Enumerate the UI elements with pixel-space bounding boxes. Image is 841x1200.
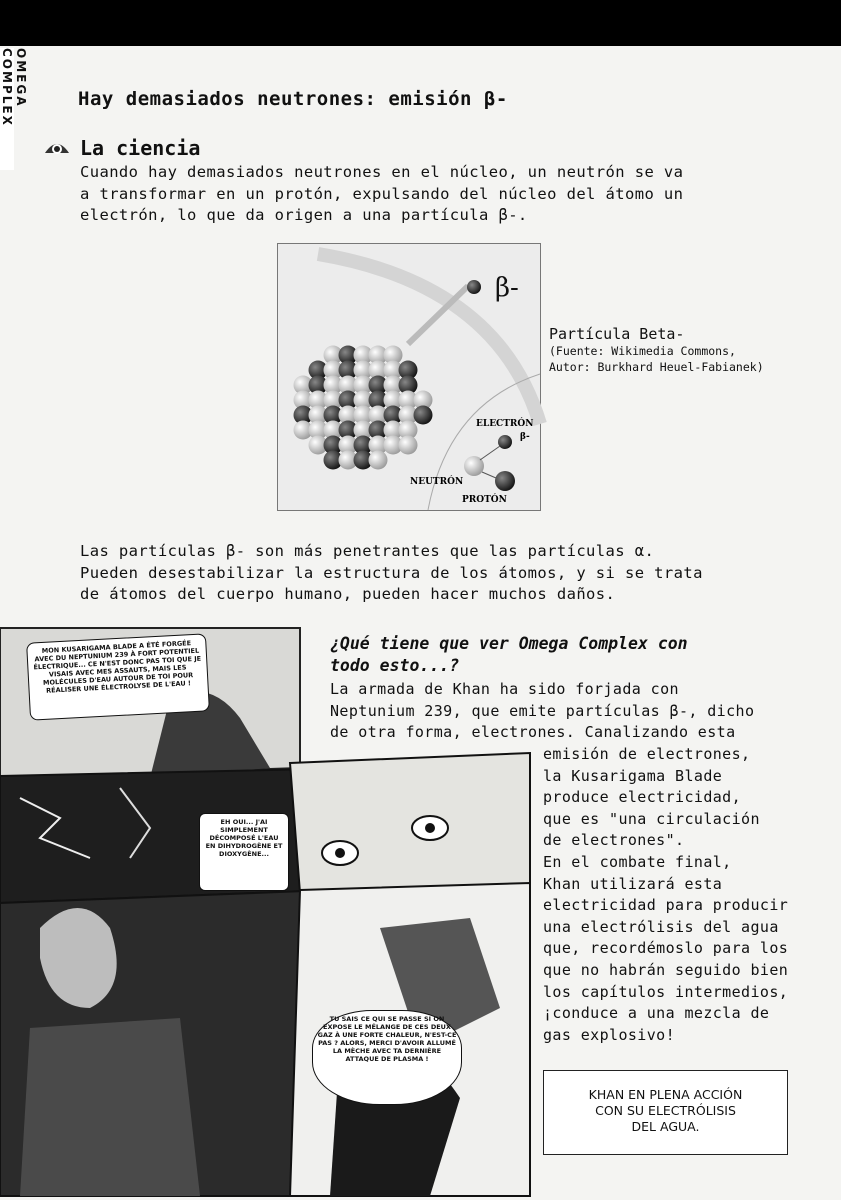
caption-line-2: CON SU ELECTRÓLISIS xyxy=(595,1103,736,1118)
top-black-bar xyxy=(0,0,841,46)
nucleon xyxy=(414,406,433,425)
page-title: Hay demasiados neutrones: emisión β- xyxy=(78,88,508,110)
paragraph-2: Las partículas β- son más penetrantes que las partículas α. Pueden desestabilizar la estructura de los átomos, y si se trata de átomos del cuerpo humano, pueden hacer muchos daños. xyxy=(80,542,703,603)
comic-caption-box xyxy=(543,1070,788,1155)
caption-line-3: DEL AGUA. xyxy=(631,1119,700,1134)
electron-label: ELECTRÓN xyxy=(476,419,534,429)
nucleus xyxy=(294,346,433,470)
nucleon xyxy=(369,451,388,470)
caption-line-1: KHAN EN PLENA ACCIÓN xyxy=(588,1087,743,1102)
paragraph-4: emisión de electrones, la Kusarigama Blade produce electricidad, que es "una circulación de electrones". En el combate final, Khan utilizará esta electricidad para producir una electrólisis del agua que, recordémoslo para los que no habrán seguido bien los capítulos intermedios, ¡conduce a una mezcla de gas explosivo! xyxy=(543,745,789,1044)
proton-label: PROTÓN xyxy=(462,495,507,505)
proton-dot xyxy=(495,471,515,491)
speech-bubble-1: MON KUSARIGAMA BLADE A ÉTÉ FORGÉE AVEC DU NEPTUNIUM 239 À FORT POTENTIEL ÉLECTRIQUE... CE N'EST DONC PAS TOI QUE JE VISAIS AVEC MES ASSAUTS, MAIS LES MOLÉCULES D'EAU AUTOUR DE TOI POUR RÉALISER UNE ÉLECTROLYSE DE L'EAU ! xyxy=(26,633,210,720)
eye-icon xyxy=(44,139,70,157)
speech-bubble-3: TU SAIS CE QUI SE PASSE SI ON EXPOSE LE MÉLANGE DE CES DEUX GAZ À UNE FORTE CHALEUR, N'EST-CE PAS ? ALORS, MERCI D'AVOIR ALLUMÉ LA MÈCHE AVEC TA DERNIÈRE ATTAQUE DE PLASMA ! xyxy=(312,1010,462,1105)
figure-caption-source: (Fuente: Wikimedia Commons, Autor: Burkhard Heuel-Fabianek) xyxy=(549,344,764,374)
beta-particle-dot xyxy=(467,280,481,294)
side-logo-text: OMEGA COMPLEX xyxy=(0,48,28,127)
question-heading xyxy=(330,633,800,677)
figure-caption-title: Partícula Beta- xyxy=(549,325,685,343)
paragraph-3: La armada de Khan ha sido forjada con Neptunium 239, que emite partículas β-, dicho de otra forma, electrones. Canalizando esta xyxy=(330,680,755,742)
side-logo xyxy=(0,48,28,170)
section-heading-text: La ciencia xyxy=(80,136,201,160)
beta-particle-figure xyxy=(277,243,541,511)
electron-beta-label: β- xyxy=(520,432,530,442)
beta-particle-diagram xyxy=(278,244,540,510)
electron-dot xyxy=(498,435,512,449)
section-heading xyxy=(44,136,200,160)
neutron-label: NEUTRÓN xyxy=(410,477,464,487)
nucleon xyxy=(399,436,418,455)
beta-symbol: β- xyxy=(495,273,519,303)
figure-caption xyxy=(549,325,764,375)
speech-bubble-2: EH OUI... J'AI SIMPLEMENT DÉCOMPOSÉ L'EAU EN DIHYDROGÈNE ET DIOXYGÈNE... xyxy=(199,813,289,891)
paragraph-1: Cuando hay demasiados neutrones en el núcleo, un neutrón se va a transformar en un protón, expulsando del núcleo del átomo un electrón, lo que da origen a una partícula β-. xyxy=(80,163,684,224)
question-heading-text: ¿Qué tiene que ver Omega Complex con todo esto...? xyxy=(330,634,688,675)
